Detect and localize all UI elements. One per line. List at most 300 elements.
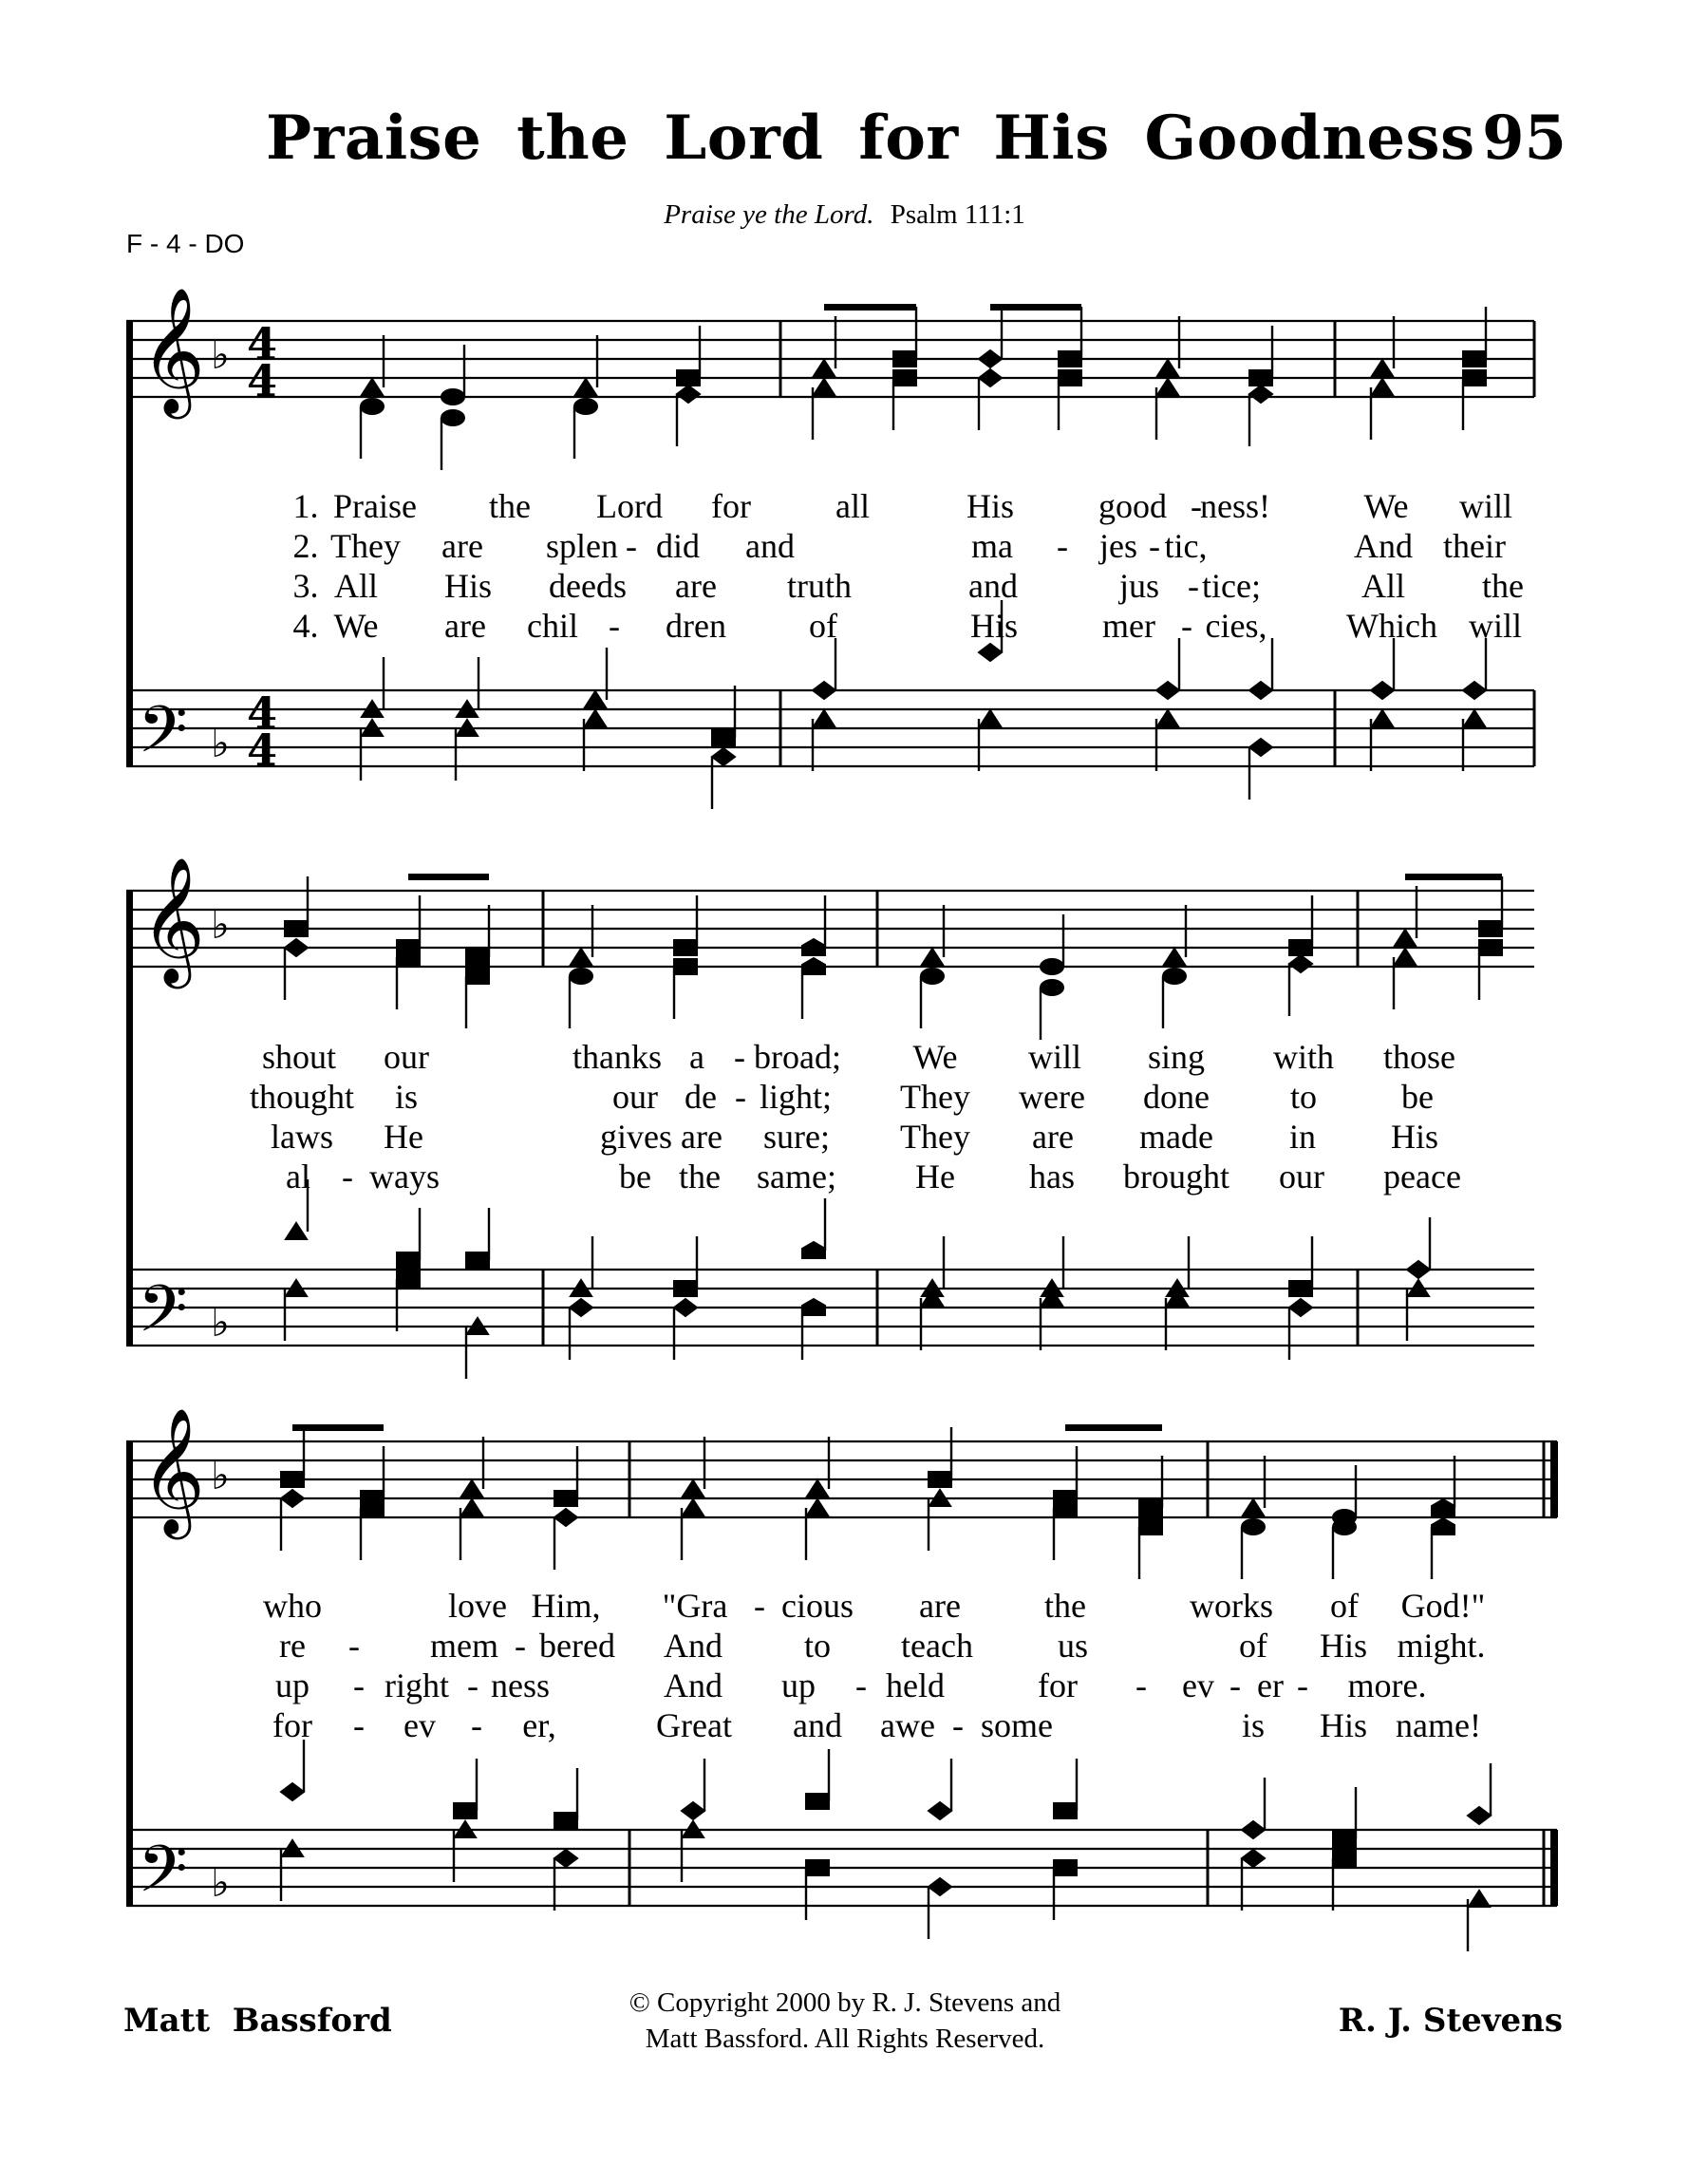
lyric-syllable: same; xyxy=(757,1158,836,1196)
note-head xyxy=(554,1813,577,1828)
lyric-syllable: right xyxy=(385,1666,449,1704)
lyric-syllable: some xyxy=(981,1706,1053,1744)
lyric-syllable: All xyxy=(1361,567,1406,605)
lyric-syllable: light; xyxy=(759,1078,833,1116)
lyric-syllable: to xyxy=(803,1627,832,1665)
note-head xyxy=(1249,682,1272,699)
lyric-syllable: We xyxy=(333,607,379,645)
lyric-syllable: - xyxy=(471,1706,482,1744)
note-head xyxy=(929,1472,951,1487)
note-head xyxy=(397,1271,420,1287)
lyric-syllable: His xyxy=(966,487,1015,525)
note-head xyxy=(466,950,489,965)
note-head xyxy=(1479,940,1502,955)
note-head xyxy=(683,1499,704,1516)
note-head xyxy=(1139,1519,1162,1534)
note-head xyxy=(979,350,1002,367)
lyric-syllable: mer xyxy=(1102,607,1155,645)
note-head xyxy=(1249,370,1272,386)
note-head xyxy=(802,1299,825,1315)
svg-text:4: 4 xyxy=(247,725,278,776)
lyric-syllable: splen xyxy=(546,527,618,565)
note-head xyxy=(1479,921,1502,936)
lyric-syllable: We xyxy=(1363,487,1409,525)
lyric-syllable: ma xyxy=(971,527,1013,565)
svg-text:𝄞: 𝄞 xyxy=(141,287,205,414)
lyric-syllable: with xyxy=(1272,1038,1335,1076)
note-head xyxy=(1139,1500,1162,1516)
lyric-syllable: - xyxy=(735,1078,746,1116)
note-head xyxy=(1289,1281,1312,1296)
note-head xyxy=(929,1802,951,1819)
lyric-syllable: His xyxy=(1390,1118,1439,1156)
svg-text:𝄞: 𝄞 xyxy=(141,857,205,984)
note-head xyxy=(574,399,597,414)
lyric-syllable: of xyxy=(809,607,837,645)
lyric-syllable: 3. xyxy=(292,567,319,605)
note-head xyxy=(1059,370,1081,386)
note-head xyxy=(1468,1807,1491,1824)
lyric-syllable: cies, xyxy=(1205,607,1267,645)
lyric-syllable: for xyxy=(1038,1666,1078,1704)
lyric-line-verse-1 xyxy=(0,1037,1689,1077)
lyric-syllable: love xyxy=(448,1587,507,1625)
lyric-line-verse-2 xyxy=(0,1077,1689,1117)
note-head xyxy=(571,949,591,965)
note-head xyxy=(979,644,1002,661)
note-head xyxy=(802,1242,825,1258)
note-head xyxy=(1395,930,1416,946)
lyric-syllable: al xyxy=(286,1158,310,1196)
lyric-syllable: jes xyxy=(1099,527,1137,565)
note-head xyxy=(674,940,697,955)
note-head xyxy=(1464,710,1485,726)
note-head xyxy=(674,1299,697,1316)
lyric-syllable: those xyxy=(1383,1038,1455,1076)
note-head xyxy=(1163,969,1186,984)
lyric-syllable: - xyxy=(1135,1666,1147,1704)
lyric-syllable: - xyxy=(353,1666,365,1704)
lyric-syllable: - xyxy=(1181,607,1192,645)
svg-text:𝄢: 𝄢 xyxy=(138,693,188,783)
copyright-line-1: © Copyright 2000 by R. J. Stevens and xyxy=(629,1987,1061,2018)
lyric-syllable: All xyxy=(333,567,379,605)
note-beam xyxy=(292,1424,384,1431)
note-head xyxy=(712,748,735,765)
lyric-syllable: the xyxy=(679,1158,721,1196)
note-head xyxy=(677,370,700,386)
lyric-syllable: chil xyxy=(527,607,578,645)
lyric-syllable: - xyxy=(348,1627,360,1665)
lyric-syllable: - xyxy=(515,1627,526,1665)
lyric-line-verse-1 xyxy=(0,486,1689,526)
svg-text:♭: ♭ xyxy=(211,1859,230,1906)
lyric-syllable: re xyxy=(279,1627,306,1665)
lyric-syllable: ev xyxy=(1182,1666,1214,1704)
lyric-syllable: er, xyxy=(522,1706,556,1744)
note-head xyxy=(361,1500,384,1516)
lyric-syllable: ev xyxy=(403,1706,436,1744)
note-head xyxy=(814,379,835,395)
lyric-syllable: - xyxy=(952,1706,964,1744)
lyric-syllable: of xyxy=(1239,1627,1267,1665)
note-head xyxy=(1407,1261,1430,1278)
svg-text:♭: ♭ xyxy=(211,1299,230,1346)
lyric-syllable: is xyxy=(394,1078,419,1116)
lyric-line-verse-2 xyxy=(0,1626,1689,1666)
note-head xyxy=(1054,1500,1077,1516)
svg-text:𝄢: 𝄢 xyxy=(138,1833,188,1923)
lyric-syllable: jus xyxy=(1118,567,1160,605)
note-head xyxy=(802,958,825,974)
note-head xyxy=(1463,370,1486,386)
note-head xyxy=(1243,1499,1264,1516)
lyric-syllable: are xyxy=(444,607,486,645)
lyric-syllable: ness xyxy=(491,1666,550,1704)
lyric-syllable: - xyxy=(353,1706,365,1744)
note-head xyxy=(286,1223,307,1239)
lyric-syllable: a xyxy=(689,1038,704,1076)
lyric-syllable: They xyxy=(330,527,401,565)
lyric-syllable: His xyxy=(969,607,1019,645)
note-head xyxy=(1371,682,1394,699)
note-head xyxy=(1249,739,1272,756)
note-beam xyxy=(1065,1424,1162,1431)
note-head xyxy=(1463,351,1486,367)
lyric-syllable: thanks xyxy=(572,1038,662,1076)
note-head xyxy=(281,1490,304,1507)
note-beam xyxy=(990,304,1081,311)
note-head xyxy=(1372,710,1393,726)
note-head xyxy=(554,1850,577,1867)
lyric-syllable: to xyxy=(1289,1078,1318,1116)
lyric-syllable: deeds xyxy=(549,567,627,605)
note-head xyxy=(674,1281,697,1296)
lyric-syllable: And xyxy=(664,1666,723,1704)
lyricist-credit: Matt Bassford xyxy=(123,2002,392,2040)
svg-text:♭: ♭ xyxy=(211,331,230,378)
lyric-syllable: - xyxy=(754,1587,765,1625)
lyric-syllable: dren xyxy=(666,607,726,645)
music-system-1 xyxy=(0,266,1689,855)
lyric-syllable: They xyxy=(900,1078,970,1116)
note-head xyxy=(980,710,1001,726)
note-head xyxy=(683,1480,704,1497)
svg-text:4: 4 xyxy=(247,687,278,739)
note-beam xyxy=(824,304,916,311)
lyric-syllable: - xyxy=(342,1158,353,1196)
lyric-syllable: more. xyxy=(1347,1666,1427,1704)
lyric-syllable: de xyxy=(685,1078,717,1116)
lyric-syllable: tic, xyxy=(1164,527,1208,565)
lyric-line-verse-3 xyxy=(0,1666,1689,1705)
lyric-syllable: - xyxy=(1191,487,1202,525)
note-head xyxy=(585,710,606,726)
note-head xyxy=(362,379,383,395)
note-head xyxy=(682,1802,704,1819)
note-head xyxy=(575,379,596,395)
note-head xyxy=(1242,1821,1265,1838)
lyric-syllable: is xyxy=(1241,1706,1266,1744)
lyric-syllable: God!" xyxy=(1400,1587,1486,1625)
lyric-syllable: up xyxy=(275,1666,310,1704)
note-head xyxy=(1333,1851,1356,1866)
note-head xyxy=(1054,1803,1077,1818)
lyric-syllable: who xyxy=(263,1587,322,1625)
lyric-syllable: And xyxy=(1354,527,1413,565)
lyric-syllable: the xyxy=(1482,567,1524,605)
note-head xyxy=(585,691,606,707)
lyric-syllable: ways xyxy=(369,1158,440,1196)
lyric-syllable: the xyxy=(489,487,531,525)
lyric-syllable: done xyxy=(1143,1078,1210,1116)
copyright-line-2: Matt Bassford. All Rights Reserved. xyxy=(645,2024,1045,2054)
key-signature-label: F - 4 - DO xyxy=(126,229,245,258)
note-head xyxy=(1289,940,1312,955)
lyric-syllable: awe xyxy=(880,1706,935,1744)
note-head xyxy=(1289,955,1312,972)
lyric-syllable: laws xyxy=(271,1118,333,1156)
lyric-syllable: sing xyxy=(1147,1038,1206,1076)
lyric-syllable: are xyxy=(1032,1118,1074,1156)
lyric-syllable: peace xyxy=(1383,1158,1461,1196)
note-head xyxy=(1372,379,1393,395)
lyric-syllable: shout xyxy=(261,1038,337,1076)
lyric-syllable: our xyxy=(1279,1158,1324,1196)
music-system-2 xyxy=(0,836,1689,1405)
note-head xyxy=(806,1794,829,1809)
lyric-syllable: bered xyxy=(539,1627,615,1665)
hymn-title: Praise the Lord for His Goodness xyxy=(266,103,1475,174)
lyric-syllable: made xyxy=(1139,1118,1213,1156)
lyric-syllable: And xyxy=(664,1627,723,1665)
lyric-syllable: - xyxy=(626,527,637,565)
lyric-line-verse-3 xyxy=(0,566,1689,606)
lyric-syllable: and xyxy=(968,567,1018,605)
note-head xyxy=(285,939,308,956)
note-head xyxy=(570,969,592,984)
note-head xyxy=(674,959,697,974)
note-head xyxy=(454,1803,477,1818)
lyric-syllable: might. xyxy=(1397,1627,1486,1665)
note-head xyxy=(1157,379,1178,395)
note-head xyxy=(1041,959,1063,974)
lyric-syllable: in xyxy=(1288,1118,1317,1156)
note-head xyxy=(1372,360,1393,376)
note-head xyxy=(1469,1891,1490,1907)
note-head xyxy=(1164,949,1185,965)
lyric-syllable: works xyxy=(1190,1587,1273,1625)
note-head xyxy=(1059,351,1081,367)
lyric-syllable: are xyxy=(441,527,483,565)
hymn-number: 95 xyxy=(1481,103,1567,174)
note-head xyxy=(554,1491,577,1506)
note-head xyxy=(1463,682,1486,699)
lyric-syllable: thought xyxy=(249,1078,355,1116)
svg-text:♭: ♭ xyxy=(211,901,230,948)
note-head xyxy=(1249,386,1272,403)
note-head xyxy=(802,939,825,955)
note-head xyxy=(397,1252,420,1268)
lyric-syllable: will xyxy=(1027,1038,1082,1076)
note-head xyxy=(1432,1499,1454,1516)
lyric-syllable: and xyxy=(793,1706,842,1744)
lyric-syllable: - xyxy=(734,1038,745,1076)
lyric-syllable: be xyxy=(1401,1078,1434,1116)
note-head xyxy=(712,730,735,745)
copyright-notice xyxy=(532,1985,1158,2057)
lyric-syllable: will xyxy=(1458,487,1513,525)
lyric-syllable: sure; xyxy=(763,1118,830,1156)
svg-text:♭: ♭ xyxy=(211,720,230,766)
note-head xyxy=(813,682,835,699)
lyric-syllable: of xyxy=(1330,1587,1359,1625)
lyric-syllable: up xyxy=(781,1666,816,1704)
note-head xyxy=(1157,710,1178,726)
lyric-syllable: gives xyxy=(600,1118,672,1156)
lyric-syllable: Great xyxy=(656,1706,732,1744)
note-head xyxy=(1242,1519,1265,1534)
note-head xyxy=(441,410,464,425)
lyric-syllable: - xyxy=(1297,1666,1308,1704)
svg-text:4: 4 xyxy=(247,318,278,369)
lyric-syllable: held xyxy=(886,1666,945,1704)
lyric-syllable: 2. xyxy=(292,527,319,565)
lyric-line-verse-4 xyxy=(0,1157,1689,1196)
lyric-syllable: good xyxy=(1098,487,1167,525)
lyric-syllable: has xyxy=(1029,1158,1075,1196)
lyric-syllable: are xyxy=(681,1118,723,1156)
note-head xyxy=(814,360,835,376)
lyric-syllable: for xyxy=(272,1706,312,1744)
lyric-syllable: Him, xyxy=(531,1587,601,1625)
scripture-citation: Psalm 111:1 xyxy=(890,199,1025,230)
lyric-syllable: our xyxy=(384,1038,429,1076)
note-head xyxy=(461,1499,482,1516)
scripture-reference xyxy=(0,199,1689,231)
lyric-syllable: He xyxy=(915,1158,955,1196)
lyric-syllable: "Gra xyxy=(662,1587,728,1625)
note-head xyxy=(441,389,464,405)
note-head xyxy=(893,370,916,386)
lyric-syllable: ness! xyxy=(1200,487,1270,525)
lyric-syllable: His xyxy=(1319,1706,1368,1744)
note-head xyxy=(1041,980,1063,995)
lyric-syllable: tice; xyxy=(1202,567,1261,605)
lyric-syllable: their xyxy=(1443,527,1506,565)
note-head xyxy=(461,1480,482,1497)
lyric-line-verse-2 xyxy=(0,526,1689,566)
note-beam xyxy=(1405,874,1502,880)
note-head xyxy=(397,950,420,965)
lyric-syllable: cious xyxy=(781,1587,854,1625)
lyric-syllable: - xyxy=(1057,527,1068,565)
note-head xyxy=(281,1783,304,1800)
note-head xyxy=(1242,1850,1265,1867)
lyric-syllable: did xyxy=(655,527,701,565)
note-head xyxy=(921,969,944,984)
note-head xyxy=(1333,1832,1356,1847)
lyric-syllable: They xyxy=(900,1118,970,1156)
lyric-syllable: our xyxy=(612,1078,658,1116)
note-head xyxy=(281,1472,304,1487)
note-head xyxy=(570,1299,592,1316)
lyric-syllable: broad; xyxy=(754,1038,841,1076)
note-head xyxy=(979,369,1002,386)
note-head xyxy=(677,386,700,403)
note-head xyxy=(807,1480,828,1497)
lyric-syllable: 1. xyxy=(292,487,319,525)
lyric-syllable: were xyxy=(1019,1078,1085,1116)
svg-text:♭: ♭ xyxy=(211,1452,230,1498)
lyric-syllable: and xyxy=(745,527,795,565)
lyric-syllable: - xyxy=(467,1666,479,1704)
lyric-syllable: are xyxy=(919,1587,961,1625)
note-head xyxy=(1054,1860,1077,1875)
lyric-syllable: - xyxy=(1149,527,1160,565)
note-head xyxy=(1432,1518,1454,1534)
lyric-syllable: brought xyxy=(1123,1158,1229,1196)
lyric-syllable: He xyxy=(384,1118,423,1156)
lyric-line-verse-4 xyxy=(0,1705,1689,1745)
note-head xyxy=(1156,682,1179,699)
lyric-syllable: - xyxy=(855,1666,867,1704)
scripture-quote: Praise ye the Lord. xyxy=(664,199,874,230)
lyric-syllable: Praise xyxy=(333,487,417,525)
composer-credit: R. J. Stevens xyxy=(1338,2002,1563,2040)
lyric-syllable: - xyxy=(1229,1666,1241,1704)
lyric-line-verse-4 xyxy=(0,606,1689,646)
note-head xyxy=(922,949,943,965)
lyric-syllable: - xyxy=(1188,567,1199,605)
music-system-3 xyxy=(0,1386,1689,1975)
note-head xyxy=(806,1860,829,1875)
lyric-syllable: His xyxy=(1319,1627,1368,1665)
svg-text:4: 4 xyxy=(247,355,278,406)
note-head xyxy=(893,351,916,367)
note-head xyxy=(466,1252,489,1268)
svg-text:𝄢: 𝄢 xyxy=(138,1272,188,1363)
note-head xyxy=(807,1499,828,1516)
lyric-syllable: the xyxy=(1044,1587,1086,1625)
note-head xyxy=(814,710,835,726)
lyric-syllable: teach xyxy=(901,1627,973,1665)
title-row xyxy=(266,103,1567,198)
note-head xyxy=(285,921,308,936)
note-head xyxy=(1333,1519,1356,1534)
lyric-line-verse-1 xyxy=(0,1586,1689,1626)
lyric-syllable: - xyxy=(609,607,620,645)
lyric-syllable: mem xyxy=(430,1627,498,1665)
note-head xyxy=(1289,1299,1312,1316)
note-beam xyxy=(408,874,489,880)
note-head xyxy=(1157,360,1178,376)
lyric-syllable: er xyxy=(1257,1666,1284,1704)
note-head xyxy=(466,969,489,984)
lyric-syllable: be xyxy=(619,1158,651,1196)
lyric-syllable: Which xyxy=(1346,607,1437,645)
note-head xyxy=(929,1878,951,1895)
lyric-syllable: name! xyxy=(1396,1706,1481,1744)
lyric-syllable: 4. xyxy=(292,607,319,645)
note-head xyxy=(361,399,384,414)
note-head xyxy=(554,1509,577,1526)
lyric-syllable: We xyxy=(912,1038,958,1076)
lyric-syllable: Lord xyxy=(596,487,663,525)
note-head xyxy=(1395,949,1416,965)
lyric-syllable: for xyxy=(711,487,751,525)
lyric-syllable: are xyxy=(675,567,717,605)
